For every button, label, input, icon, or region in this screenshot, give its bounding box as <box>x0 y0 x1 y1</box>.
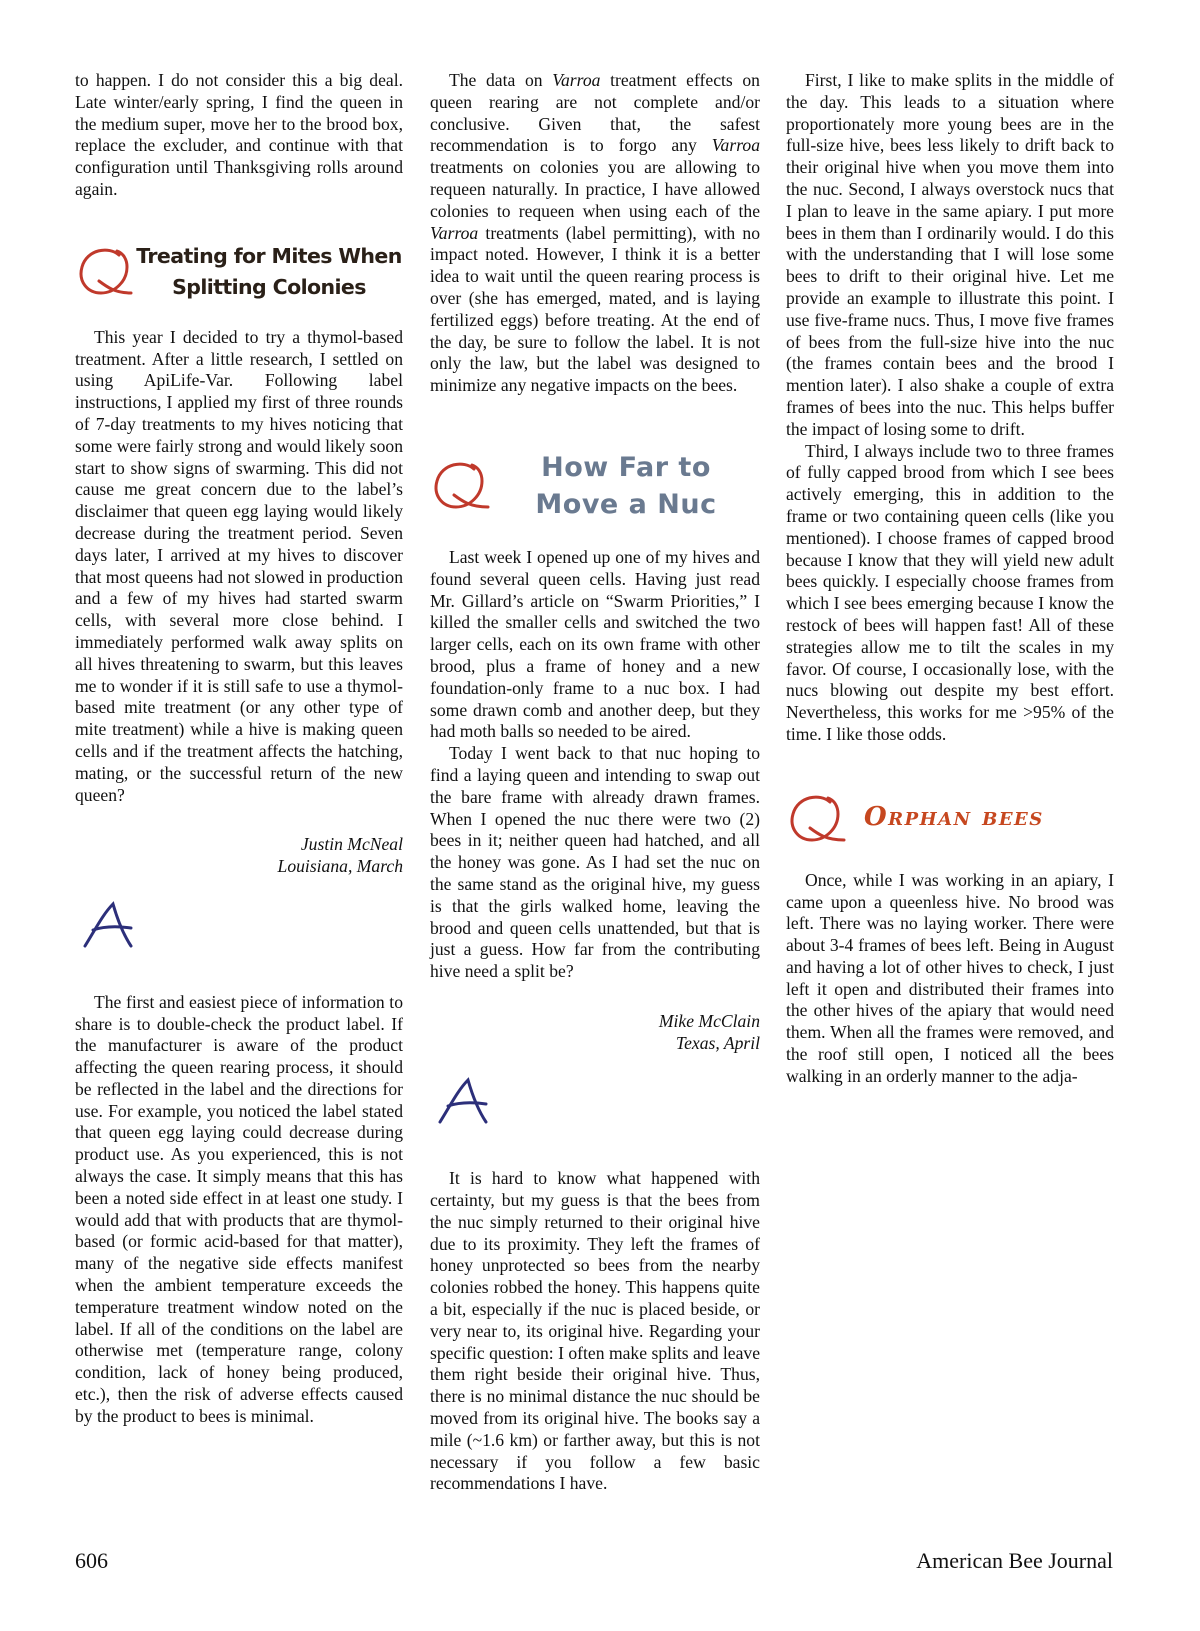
column-3 <box>786 70 1114 1088</box>
q1-title-line1: Treating for Mites When <box>136 243 402 268</box>
q1-author: Justin McNeal <box>300 834 403 855</box>
a-letter-icon <box>434 1076 494 1128</box>
q2-title <box>492 449 760 523</box>
q-letter-icon <box>786 790 848 846</box>
q-letter-icon <box>75 243 135 301</box>
q2-signature <box>430 1011 760 1055</box>
q1-heading <box>75 241 403 303</box>
q1-question: This year I decided to try a thymol-based treatment. After a little research, I settled on using ApiLife-Var. Following label instructions, I applied my first of three rounds of 7-day treatments to my hives noticing that some were fairly strong and would likely soon start to show signs of swarming. This did not cause me great concern due to the label’s disclaimer that queen egg laying would likely decrease during the treatment period. Seven days later, I arrived at my hives to discover that most queens had not slowed in production and a few of my hives had started swarm cells, with several more close behind. I immediately performed walk away splits on all hives threatening to swarm, but this leaves me to wonder if it is still safe to use a thymol-based mite treatment (or any other type of mite treatment) while a hive is making queen cells and if the treatment affects the hatching, mating, or the successful return of the new queen? <box>75 326 403 805</box>
q2-heading <box>430 449 760 523</box>
q2-location: Texas, April <box>675 1032 760 1053</box>
q2-question-p2: Today I went back to that nuc hoping to find a laying queen and intending to swap out the bare frame with already drawn frames. When I opened the nuc there were two (2) bees in it; neither queen had hatched, and all the honey was gone. As I had set the nuc on the same stand as the original hive, my guess is that the girls walked home, leaving the brood and queen cells unattended, but that is just a guess. How far from the contributing hive need a split be? <box>430 743 760 982</box>
q2-title-line2: Move a Nuc <box>535 488 717 520</box>
q3-question: Once, while I was working in an apiary, I came upon a queenless hive. No brood was left. There was no laying worker. There were about 3-4 frames of bees left. Being in August and having a lot of other hives to check, I just left it open and distributed their frames into the other hives of the apiary that would need them. When all the frames were removed, and the roof still open, I noticed all the bees walking in an orderly manner to the adja- <box>786 869 1114 1086</box>
continuation-text: to happen. I do not consider this a big deal. Late winter/early spring, I find the queen in the medium super, move her to the brood box, replace the excluder, and continue with that configuration until Thanksgiving rolls around again. <box>75 70 403 199</box>
journal-name: American Bee Journal <box>916 1548 1113 1573</box>
q1-location: Louisiana, March <box>277 856 403 877</box>
page-number: 606 <box>75 1548 108 1573</box>
q1-title <box>135 241 403 303</box>
q1-title-line2: Splitting Colonies <box>172 274 366 299</box>
q1-answer-p2: The data on Varroa treatment effects on queen rearing are not complete and/or conclusive. Given that, the safest recommendation is to forgo any Varroa treatments on colonies you are allowing to requeen naturally. In practice, I have allowed colonies to requeen when using each of the Varroa treatments (label permitting), with no impact noted. However, I think it is a better idea to wait until the queen rearing process is over (she has emerged, mated, and is laying fertilized eggs) before treating. At the end of the day, be sure to follow the label. It is not only the law, but the label was designed to minimize any negative impacts on the bees. <box>430 70 760 396</box>
q2-question-p1: Last week I opened up one of my hives and found several queen cells. Having just read Mr. Gillard’s article on “Swarm Priorities,” I killed the smaller cells and switched the two larger cells, each on its own frame with other brood, plus a frame of honey and a new foundation-only frame to a nuc box. I had some drawn comb and another deep, but they had moth balls so needed to be aired. <box>430 546 760 742</box>
q2-answer-p3: Third, I always include two to three frames of fully capped brood from which I see bees actively emerging, this in addition to the frame or two containing queen cells (like you mentioned). I choose frames of capped brood because I know that they will yield new adult bees quickly. I especially choose frames from which I see bees emerging because I know the restock of bees will happen fast! All of these strategies allow me to tilt the scales in my favor. Of course, I occasionally lose, with the nucs blowing out despite my best effort. Nevertheless, this works for me >95% of the time. I like those odds. <box>786 440 1114 744</box>
column-2 <box>430 70 760 1495</box>
q3-title: Orphan bees <box>864 801 1044 832</box>
q1-signature <box>75 834 403 878</box>
q3-heading <box>786 790 1114 846</box>
column-1 <box>75 70 403 1428</box>
q-letter-icon <box>430 457 492 515</box>
q2-author: Mike McClain <box>658 1010 760 1031</box>
q2-answer-p2: First, I like to make splits in the middle of the day. This leads to a situation where proportionately more young bees are in the full-size hive, bees less likely to drift back to their original hive when you move them into the nuc. Second, I always overstock nucs that I plan to leave in the same apiary. I put more bees in them than I ordinarily would. I do this with the understanding that I will lose some bees to drift to their original hive. Let me provide an example to illustrate this point. I use five-frame nucs. Thus, I move five frames of bees from the full-size hive into the nuc (the frames contain bees and the brood I mention later). I also shake a couple of extra frames of bees into the nuc. This helps buffer the impact of losing some to drift. <box>786 70 1114 439</box>
a-letter-icon <box>79 900 139 952</box>
q2-answer-p1: It is hard to know what happened with certainty, but my guess is that the bees from the nuc simply returned to their original hive due to its proximity. They left the frames of honey unprotected so bees from the nearby colonies robbed the honey. This happens quite a bit, especially if the nuc is placed beside, or very near to, its original hive. Regarding your specific question: I often make splits and leave them right beside their original hive. Thus, there is no minimal distance the nuc should be moved from its original hive. The books say a mile (~1.6 km) or farther away, but this is not necessary if you follow a few basic recommendations I have. <box>430 1168 760 1494</box>
q2-title-line1: How Far to <box>541 451 711 483</box>
q1-answer-p1: The first and easiest piece of information to share is to double-check the product label. If the manufacturer is aware of the product affecting the queen rearing process, it should be reflected in the label and the directions for use. For example, you noticed the label stated that queen egg laying could decrease during product use. As you experienced, this is not always the case. It simply means that this has been a noted side effect in at least one study. I would add that with products that are thymol-based (or formic acid-based for that matter), many of the negative side effects manifest when the ambient temperature exceeds the temperature treatment window noted on the label. If all of the conditions on the label are otherwise met (temperature range, colony condition, lack of honey being produced, etc.), then the risk of adverse effects caused by the product to bees is minimal. <box>75 991 403 1426</box>
